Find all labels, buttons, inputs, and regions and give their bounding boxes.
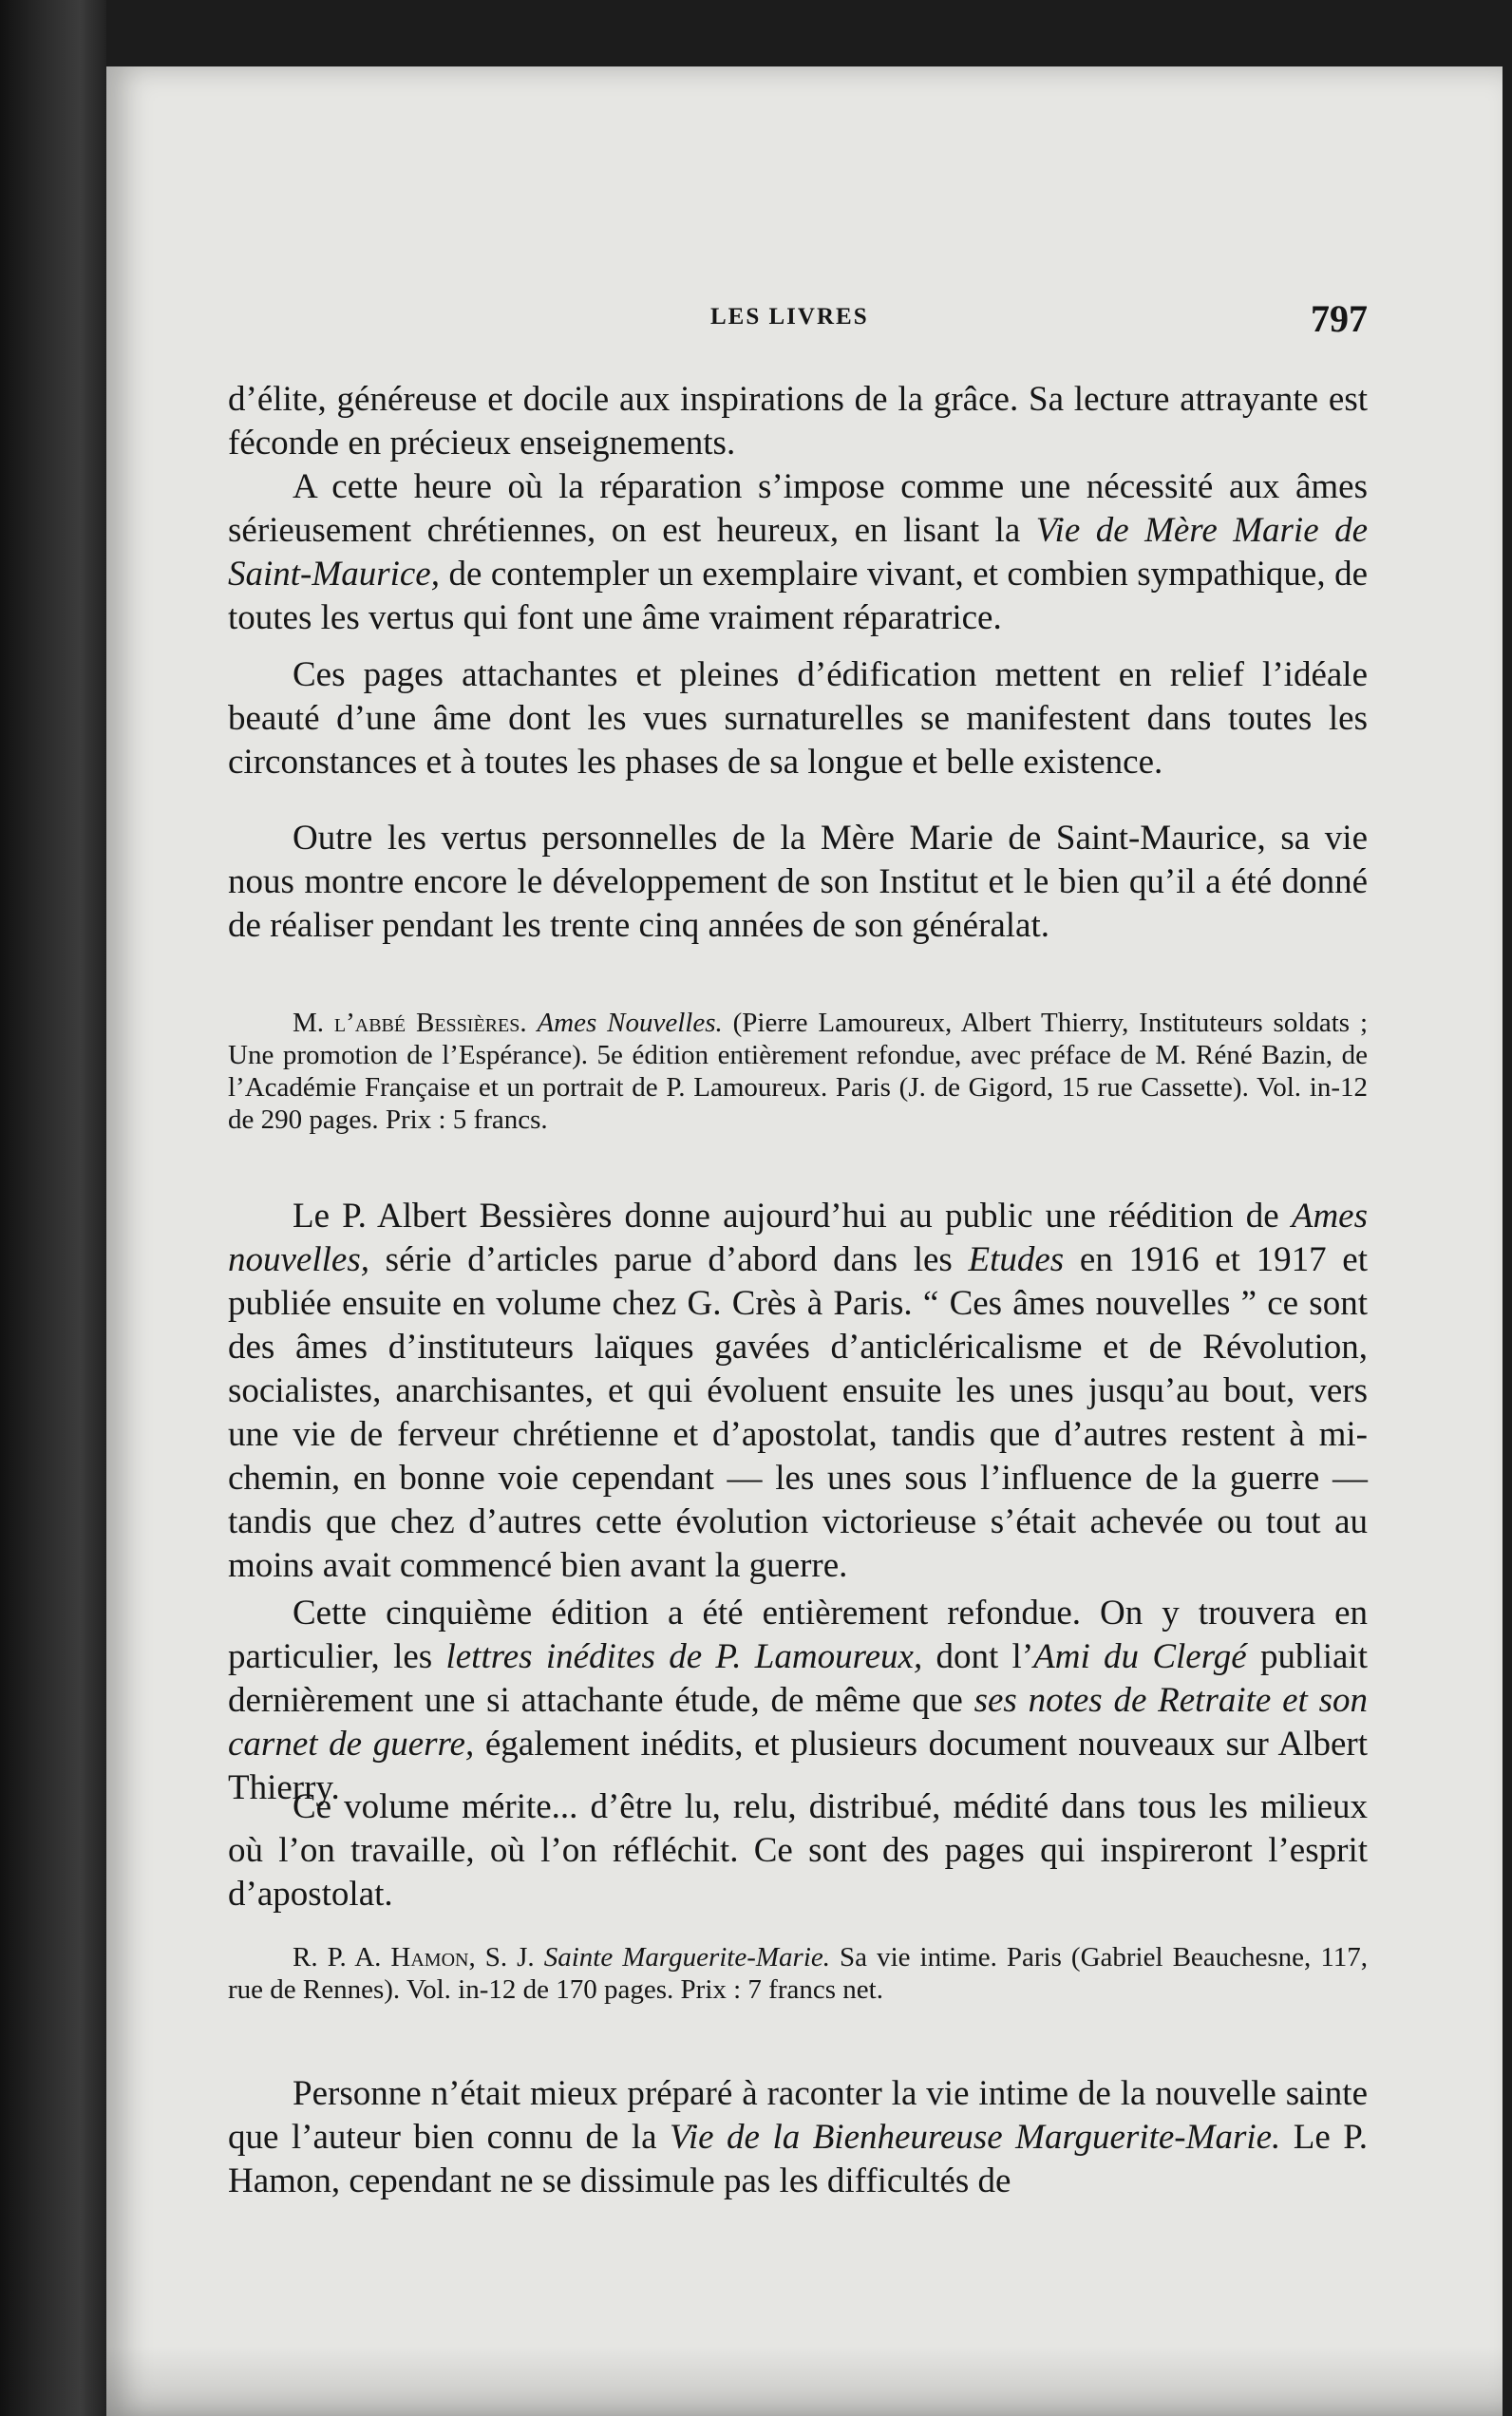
paragraph-1 [228,378,1368,465]
text-run: A cette heure où la réparation s’impose comme une nécessité aux âmes sérieusement chrétiennes, on est heureux, en lisant la [228,467,1368,550]
entry-details: (Pierre Lamoureux, Albert Thierry, Instituteurs soldats ; Une promotion de l’Espérance). 5e édition entièrement refondue, avec préface de M. Réné Bazin, de l’Académie Française et un portrait de P. Lamoureux. Paris (J. de Gigord, 15 rue Cassette). Vol. in-12 de 290 pages. Prix : 5 francs. [228,1008,1369,1135]
book-gutter [0,0,106,2416]
entry-title: Ames Nouvelles. [537,1008,723,1038]
paragraph-text [228,2072,1368,2203]
paragraph-3 [228,653,1368,784]
entry-title: Sainte Marguerite-Marie. [543,1942,831,1972]
paragraph-4 [228,817,1368,948]
entry-author: R. P. A. Hamon, S. J. [293,1942,535,1972]
book-entry-1 [228,1007,1368,1136]
text-run: série d’articles parue d’abord dans les [369,1240,969,1279]
text-run: Personne n’était mieux préparé à raconter la vie intime de la nouvelle sainte que l’auteur bien connu de la [228,2074,1368,2157]
paragraph-text [228,1195,1368,1588]
book-title: Vie de Mère Marie de Saint-Maurice, [228,511,1368,594]
text-run: également inédits, et plusieurs document nouveaux sur Albert Thierry. [228,1725,1368,1807]
paragraph-text [228,1592,1368,1810]
bibliographic-entry [228,1007,1368,1136]
paragraph-text [228,1785,1368,1916]
review-2-paragraph-1 [228,2072,1368,2203]
paragraph-text: d’élite, généreuse et docile aux inspirations de la grâce. Sa lecture attrayante est féconde en précieux enseignements. [228,380,1368,462]
review-1-paragraph-3 [228,1785,1368,1916]
entry-author: M. l’abbé Bessières. [293,1008,527,1038]
review-1-paragraph-1 [228,1195,1368,1588]
review-1-paragraph-2 [228,1592,1368,1810]
paragraph-text: Ces pages attachantes et pleines d’édification mettent en relief l’idéale beauté d’une âme dont les vues surnaturelles se manifestent dans toutes les circonstances et à toutes les phases de sa longue et belle existence. [228,655,1368,782]
italic-run: ses notes de Retraite et son carnet de guerre, [228,1681,1368,1764]
entry-details: Sa vie intime. Paris (Gabriel Beauchesne, 117, rue de Rennes). Vol. in-12 de 170 pages. Prix : 7 francs net. [228,1942,1368,2005]
text-run: Cette cinquième édition a été entièrement refondue. On y trouvera en particulier, les [228,1594,1368,1676]
journal-title: Ami du Clergé [1033,1637,1247,1676]
paragraph-text [228,465,1368,640]
book-title: Vie de la Bienheureuse Marguerite-Marie. [670,2118,1281,2157]
text-run: publiait dernièrement une si attachante étude, de même que [228,1637,1368,1720]
journal-title: Etudes [968,1240,1065,1279]
paragraph-text: Outre les vertus personnelles de la Mère Marie de Saint-Maurice, sa vie nous montre encore le développement de son Institut et le bien qu’il a été donné de réaliser pendant les trente cinq années de son généralat. [228,819,1368,945]
text-run: en 1916 et 1917 et publiée ensuite en volume chez G. Crès à Paris. “ Ces âmes nouvelles ” ce sont des âmes d’instituteurs laïques gavées d’anticléricalisme et de Révolution, socialistes, anarchisantes, et qui évoluent ensuite les unes jusqu’au bout, vers une vie de ferveur chrétienne et d’apostolat, tandis que d’autres restent à mi-chemin, en bonne voie cependant — les unes sous l’influence de la guerre — tandis que chez d’autres cette évolution victorieuse s’était achevée ou tout au moins avait commencé bien avant la guerre. [228,1240,1368,1585]
text-run: Le P. Hamon, cependant ne se dissimule pas les difficultés de [228,2118,1368,2200]
paragraph-2 [228,465,1368,640]
text-run: de contempler un exemplaire vivant, et combien sympathique, de toutes les vertus qui font une âme vraiment réparatrice. [228,555,1368,637]
text-run: dont l’ [922,1637,1034,1676]
text-run: Ce volume mérite... d’être lu, relu, distribué, médité dans tous les milieux où l’on travaille, où l’on réfléchit. Ce sont des pages qui inspireront l’esprit d’apostolat. [228,1787,1368,1914]
running-head: LES LIVRES [710,304,869,330]
italic-run: lettres inédites de P. Lamoureux, [445,1637,923,1676]
book-entry-2 [228,1941,1368,2006]
text-run: Le P. Albert Bessières donne aujourd’hui au public une réédition de [293,1197,1292,1236]
book-title: Ames nouvelles, [228,1197,1368,1279]
page-shadow [106,2346,1503,2416]
bibliographic-entry [228,1941,1368,2006]
page-number: 797 [1311,297,1368,340]
